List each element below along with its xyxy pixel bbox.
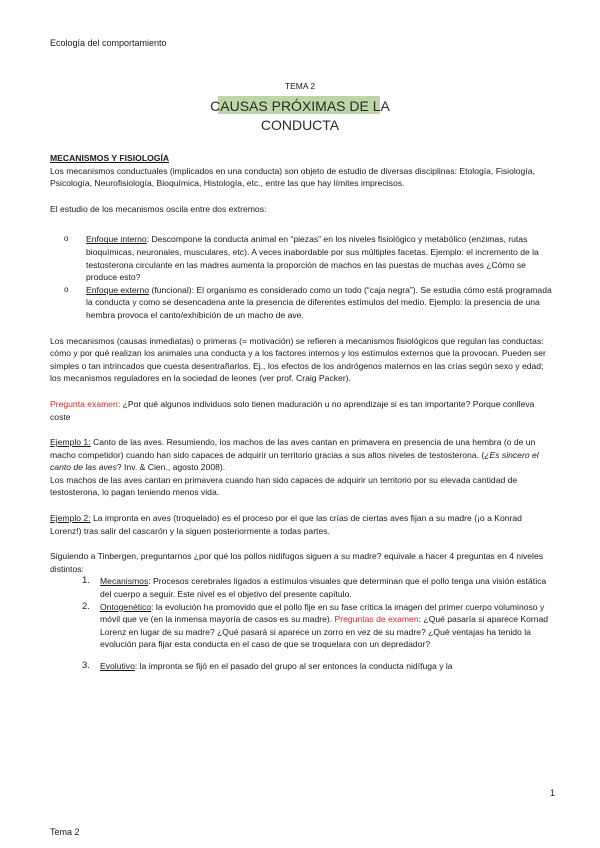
exam-label: Preguntas de examen [334,614,419,625]
example-2-text: La impronta en aves (troquelado) es el proceso por el que las crías de ciertas aves fijan a su madre (¡o a Konrad Lorenz!) tras salir del cascarón y la siguen posteriormente a todas partes. [50,513,522,536]
example-1-label: Ejemplo 1: [50,437,91,448]
numbered-item [82,601,555,651]
item-text: : la impronta se fijó en el pasado del grupo al ser entonces la conducta nidífuga y la [134,661,453,671]
bullet-title: Enfoque externo [86,284,150,295]
item-text: : la evolución ha promovido que el pollo fije en su fase crítica la imagen del primer cuerpo voluminoso y móvil que ve (en la inmensa mayoría de casos es su madre). [100,601,545,625]
item-text-2: : ¿Qué pasaría si aparece Kornad Lorenz en lugar de su madre? ¿Qué pasará si aparece un zorro en vez de su madre? ¿Qué ventajas ha tenido la evolución para fijar esta conducta en el caso de que se troquelara con un depredador? [100,614,549,650]
page-title [200,97,400,135]
exam-question [50,398,555,423]
bullet-item [64,284,555,322]
example-1-ref: ? Inv. & Cien., agosto 2008). [116,462,226,473]
numbered-item [82,660,555,673]
bullet-item [64,233,555,283]
paragraph-extremes: El estudio de los mecanismos oscila entre dos extremos: [50,203,267,214]
item-title: Mecanismos [100,576,149,587]
running-footer: Tema 2 [50,827,80,837]
numbered-item [82,575,555,600]
example-2-label: Ejemplo 2: [50,513,91,524]
example-2 [50,512,555,537]
example-1-text: Canto de las aves. Resumiendo, los machos de las aves cantan en primavera en presencia de una hembra (o de un macho competidor) cuando han sido capaces de adquirir un territorio gracias a sus altos niveles de testosterona. ( [50,437,536,460]
example-1-summary: Los machos de las aves cantan en primavera cuando han sido capaces de adquirir un territorio por su elevada cantidad de testosterona, lo pagan teniendo menos vida. [50,474,518,498]
paragraph-tinbergen: Siguiendo a Tinbergen, preguntarnos ¿por qué los pollos nidífugos siguen a su madre? equivale a hacer 4 preguntas en 4 niveles distintos: [50,551,544,574]
item-number: 1. [82,575,90,587]
tema-label: TEMA 2 [284,81,316,91]
bullet-title: Enfoque interno [86,234,147,245]
title-line-1: CAUSAS PRÓXIMAS DE LA [210,98,390,114]
bullet-text: : El organismo es considerado como un todo (“caja negra”). Se estudia cómo está programada la conducta y como se desencadena ante la presencia de diferentes estímulos del medio. Ejemplo: la presencia de una hembra provoca el canto/exhibición de un macho de ave. [86,284,552,320]
body-content [50,152,555,673]
bullet-marker: o [64,284,69,294]
example-1-citation: ¿Es sincero el canto de las aves [50,449,539,473]
page-number: 1 [550,788,556,798]
example-1 [50,436,555,474]
section-heading: MECANISMOS Y FISIOLOGÍA [50,153,170,163]
exam-label: Pregunta examen [50,398,118,409]
exam-text: : ¿Por qué algunos individuos solo tienen maduración u no aprendizaje si es tan importante? Porque conlleva coste [50,398,535,422]
paragraph-mechanisms: Los mecanismos (causas inmediatas) o primeras (= motivación) se refieren a mecanismos fisiológicos que regulan las conductas: cómo y por qué realizan los animales una conducta y a los factores internos y los estímulos externos que la provocan. Pueden ser simples o tan intrincados que cuesta desentrañarlos. Ej., los efectos de los andrógenos maternos en las crías según sexo y edad; los mecanismos reguladores en la sociedad de leones (ver prof. Craig Packer). [50,335,546,384]
paragraph-disciplines: Los mecanismos conductuales (implicados en una conducta) son objeto de estudio de diversas disciplinas: Etología, Fisiología, Psicología, Neurofisiología, Bioquímica, Histología, etc., entre las que hay límites imprecisos. [50,165,535,189]
running-header: Ecología del comportamiento [50,38,167,48]
bullet-text: : Descompone la conducta animal en “piezas” en los niveles fisiológico y metabólico (enzimas, rutas bioquímicas, neuronales, musculares, etc). A veces inabordable por sus múltiples facetas. Ejemplo: el incremento de la testosterona circulante en las madres aumenta la proporción de machos en las puestas de muchas aves ¿Cómo se produce esto? [86,234,539,283]
item-title: Evolutivo [100,661,135,671]
item-number: 2. [82,600,90,612]
item-number: 3. [82,660,90,671]
item-title: Ontogenético [100,601,152,612]
item-text: : Procesos cerebrales ligados a estímulos visuales que determinan que el pollo tenga una visión estática del cuerpo a seguir. Este nivel es el objetivo del presente capítulo. [100,576,547,600]
bullet-marker: o [64,234,69,244]
title-line-2: CONDUCTA [260,117,340,133]
bullet-title-suffix: (funcional) [149,284,192,295]
